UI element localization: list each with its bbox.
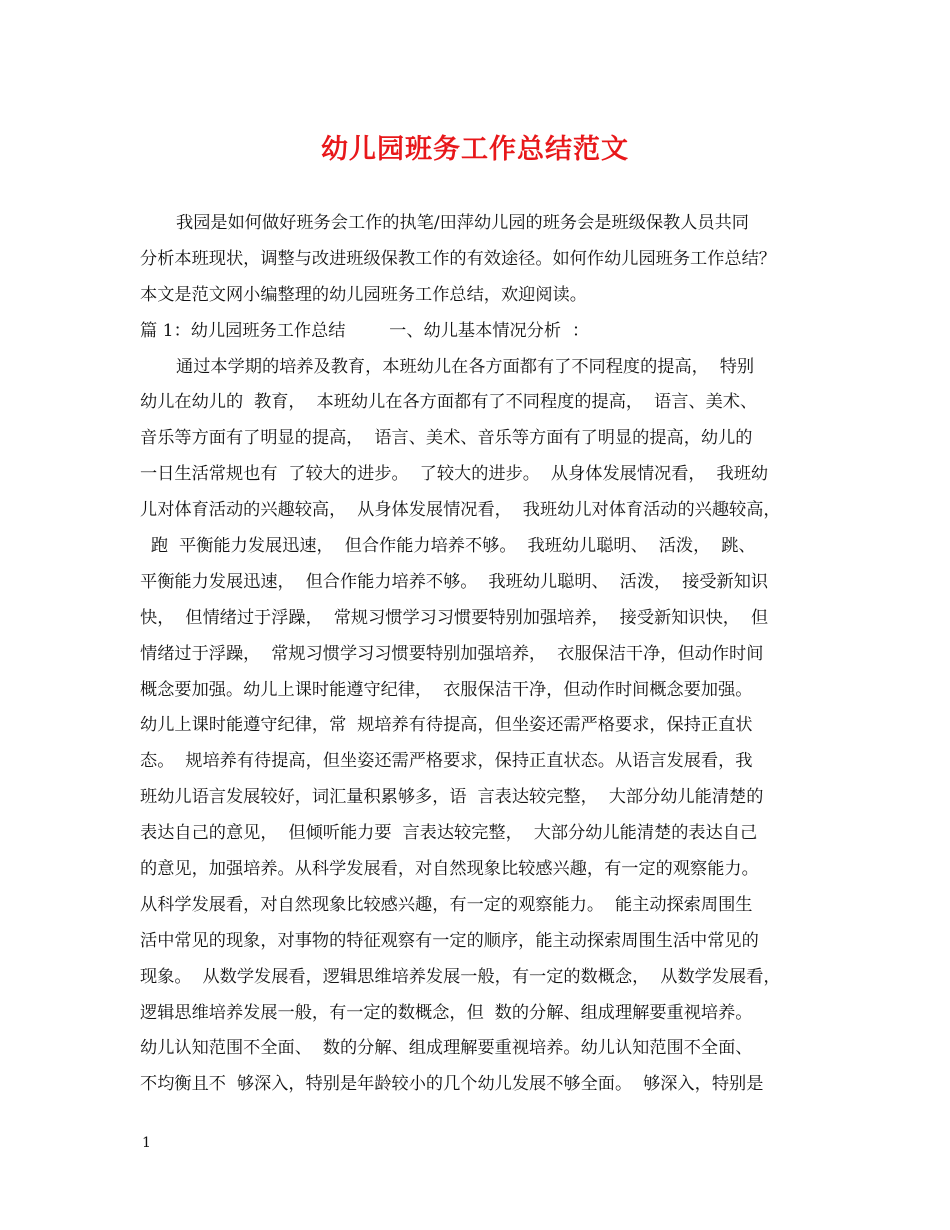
- body-text-line: 跑 平衡能力发展迅速， 但合作能力培养不够。 我班幼儿聪明、 活泼， 跳、: [140, 536, 756, 557]
- document-body: [140, 206, 840, 1103]
- body-text-line: 快， 但情绪过于浮躁， 常规习惯学习习惯要特别加强培养， 接受新知识快， 但: [140, 607, 769, 628]
- body-text-line: 音乐等方面有了明显的提高， 语言、美术、音乐等方面有了明显的提高，幼儿的: [140, 428, 753, 449]
- body-text-line: 幼儿上课时能遵守纪律，常 规培养有待提高，但坐姿还需严格要求，保持正直状: [140, 715, 753, 736]
- body-text-line: 班幼儿语言发展较好，词汇量积累够多，语 言表达较完整， 大部分幼儿能清楚的: [140, 787, 764, 808]
- body-text-line: 不均衡且不 够深入，特别是年龄较小的几个幼儿发展不够全面。 够深入，特别是: [140, 1074, 764, 1095]
- body-text-line: 活中常见的现象，对事物的特征观察有一定的顺序，能主动探索周围生活中常见的: [140, 930, 759, 951]
- body-text-line: 本文是范文网小编整理的幼儿园班务工作总结，欢迎阅读。: [140, 284, 587, 305]
- body-text-line: 儿对体育活动的兴趣较高， 从身体发展情况看， 我班幼儿对体育活动的兴趣较高，: [140, 500, 781, 521]
- body-text-line: 幼儿在幼儿的 教育， 本班幼儿在各方面都有了不同程度的提高， 语言、美术、: [140, 392, 758, 413]
- body-text-line: 平衡能力发展迅速， 但合作能力培养不够。 我班幼儿聪明、 活泼， 接受新知识: [140, 571, 769, 592]
- body-text-line: 分析本班现状，调整与改进班级保教工作的有效途径。如何作幼儿园班务工作总结？: [140, 248, 776, 269]
- body-text-line: 概念要加强。幼儿上课时能遵守纪律， 衣服保洁干净，但动作时间概念要加强。: [140, 679, 753, 700]
- body-text-line: 的意见，加强培养。从科学发展看，对自然现象比较感兴趣，有一定的观察能力。: [140, 859, 759, 880]
- body-text-line: 我园是如何做好班务会工作的执笔/田萍幼儿园的班务会是班级保教人员共同: [176, 213, 749, 233]
- body-text-line: 表达自己的意见， 但倾听能力要 言表达较完整， 大部分幼儿能清楚的表达自己: [140, 823, 758, 844]
- body-text-line: 情绪过于浮躁， 常规习惯学习习惯要特别加强培养， 衣服保洁干净，但动作时间: [140, 643, 764, 664]
- body-text-line: 态。 规培养有待提高，但坐姿还需严格要求，保持正直状态。从语言发展看，我: [140, 751, 753, 772]
- body-text-line: 现象。 从数学发展看，逻辑思维培养发展一般，有一定的数概念， 从数学发展看，: [140, 966, 781, 987]
- body-text-line: 幼儿认知范围不全面、 数的分解、组成理解要重视培养。幼儿认知范围不全面、: [140, 1038, 753, 1059]
- page-number: 1: [142, 1135, 151, 1151]
- document-title: 幼儿园班务工作总结范文: [321, 134, 629, 165]
- body-text-line: 一日生活常规也有 了较大的进步。 了较大的进步。 从身体发展情况看， 我班幼: [140, 464, 769, 485]
- body-text-line: 逻辑思维培养发展一般，有一定的数概念，但 数的分解、组成理解要重视培养。: [140, 1002, 753, 1023]
- body-text-line: 从科学发展看，对自然现象比较感兴趣，有一定的观察能力。 能主动探索周围生: [140, 894, 753, 915]
- body-text-line: 篇 1：幼儿园班务工作总结 一、幼儿基本情况分析 ：: [140, 320, 590, 341]
- body-text-line: 通过本学期的培养及教育，本班幼儿在各方面都有了不同程度的提高， 特别: [176, 356, 755, 377]
